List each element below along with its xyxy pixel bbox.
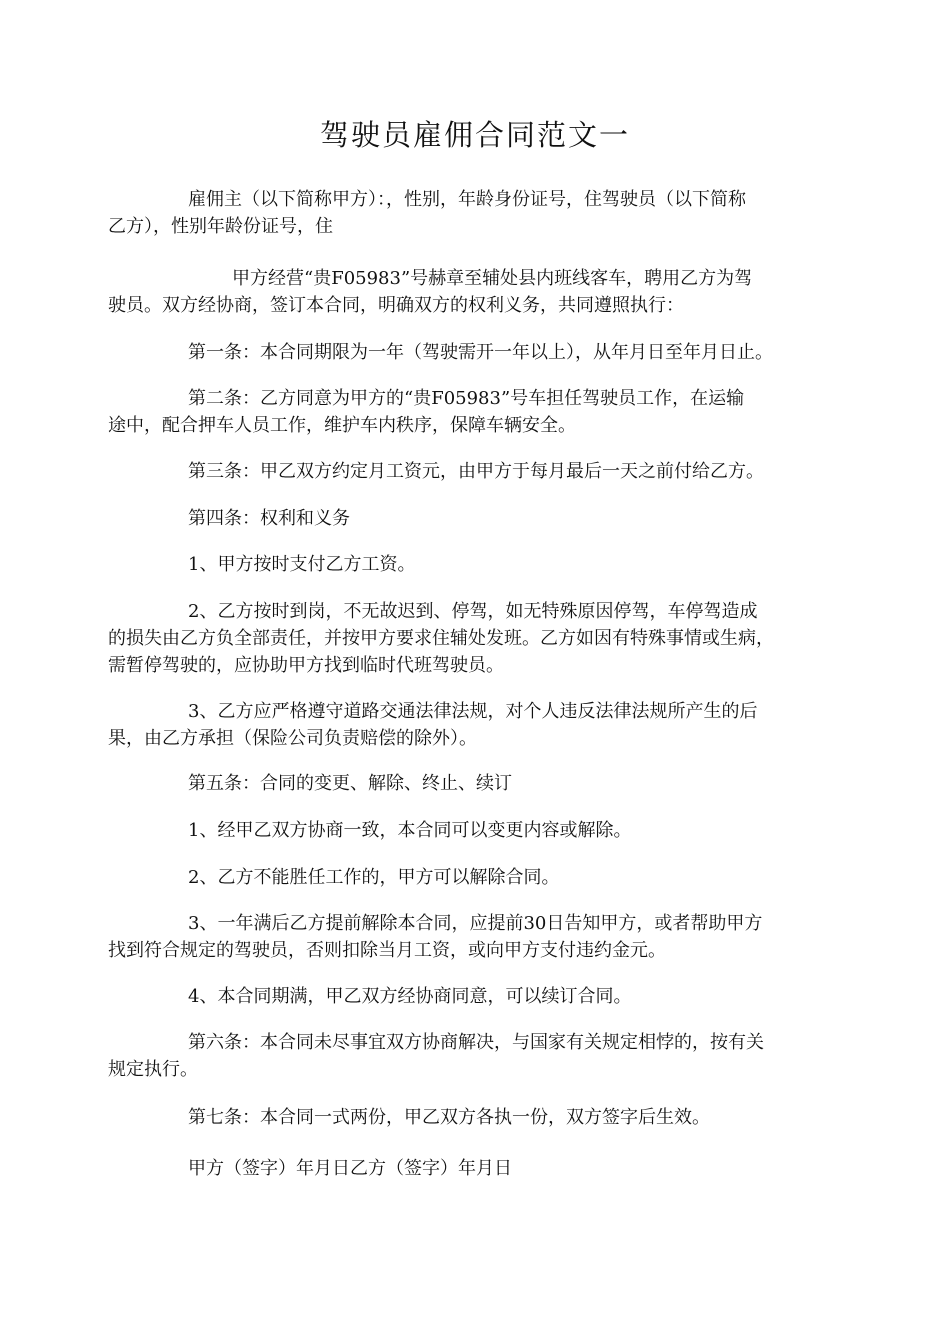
paragraph-article-4-heading [108, 505, 842, 532]
paragraph-article-1 [108, 339, 842, 366]
paragraph-line: 1、经甲乙双方协商一致，本合同可以变更内容或解除。 [188, 820, 632, 841]
paragraph-line: 找到符合规定的驾驶员，否则扣除当月工资，或向甲方支付违约金元。 [108, 940, 666, 961]
paragraph-line: 第七条：本合同一式两份，甲乙双方各执一份，双方签字后生效。 [188, 1107, 710, 1128]
paragraph-item [108, 551, 842, 578]
paragraph-article-3 [108, 458, 842, 485]
paragraph-signature [108, 1155, 842, 1182]
paragraph-item [108, 864, 842, 891]
paragraph-item [108, 910, 842, 964]
paragraph-line: 需暂停驾驶的，应协助甲方找到临时代班驾驶员。 [108, 655, 504, 676]
paragraph-line: 2、乙方不能胜任工作的，甲方可以解除合同。 [188, 867, 560, 888]
paragraph-line: 第四条：权利和义务 [188, 508, 350, 529]
paragraph-preamble [108, 265, 842, 319]
paragraph-item [108, 983, 842, 1010]
paragraph-line: 果，由乙方承担（保险公司负责赔偿的除外）。 [108, 728, 477, 749]
paragraph-article-5-heading [108, 770, 842, 797]
paragraph-line: 3、一年满后乙方提前解除本合同，应提前30日告知甲方，或者帮助甲方 [188, 913, 763, 934]
paragraph-line: 雇佣主（以下简称甲方）：，性别，年龄身份证号，住驾驶员（以下简称 [188, 189, 746, 210]
paragraph-line: 第一条：本合同期限为一年（驾驶需开一年以上），从年月日至年月日止。 [188, 342, 773, 363]
paragraph-line: 乙方），性别年龄份证号，住 [108, 216, 333, 237]
paragraph-line: 第二条：乙方同意为甲方的“贵F05983”号车担任驾驶员工作，在运输 [188, 388, 745, 409]
paragraph-article-2 [108, 385, 842, 439]
paragraph-line: 规定执行。 [108, 1059, 198, 1080]
paragraph-line: 第五条：合同的变更、解除、终止、续订 [188, 773, 512, 794]
paragraph-line: 途中，配合押车人员工作，维护车内秩序，保障车辆安全。 [108, 415, 576, 436]
paragraph-line: 2、乙方按时到岗，不无故迟到、停驾，如无特殊原因停驾，车停驾造成 [188, 601, 758, 622]
paragraph-article-7 [108, 1104, 842, 1131]
paragraph-line: 1、甲方按时支付乙方工资。 [188, 554, 416, 575]
paragraph-line: 4、本合同期满，甲乙双方经协商同意，可以续订合同。 [188, 986, 632, 1007]
paragraph-party-intro [108, 186, 842, 240]
paragraph-line: 驶员。双方经协商，签订本合同，明确双方的权利义务，共同遵照执行： [108, 295, 684, 316]
paragraph-item [108, 598, 842, 679]
paragraph-line: 第三条：甲乙双方约定月工资元，由甲方于每月最后一天之前付给乙方。 [188, 461, 764, 482]
paragraph-article-6 [108, 1029, 842, 1083]
paragraph-line: 甲方（签字）年月日乙方（签字）年月日 [188, 1158, 512, 1179]
document-title: 驾驶员雇佣合同范文一 [319, 118, 630, 152]
paragraph-item [108, 817, 842, 844]
paragraph-line: 3、乙方应严格遵守道路交通法律法规，对个人违反法律法规所产生的后 [188, 701, 758, 722]
paragraph-item [108, 698, 842, 752]
paragraph-line: 的损失由乙方负全部责任，并按甲方要求住辅处发班。乙方如因有特殊事情或生病， [108, 628, 774, 649]
paragraph-line: 第六条：本合同未尽事宜双方协商解决，与国家有关规定相悖的，按有关 [188, 1032, 764, 1053]
paragraph-line: 甲方经营“贵F05983”号赫章至辅处县内班线客车，聘用乙方为驾 [232, 268, 753, 289]
